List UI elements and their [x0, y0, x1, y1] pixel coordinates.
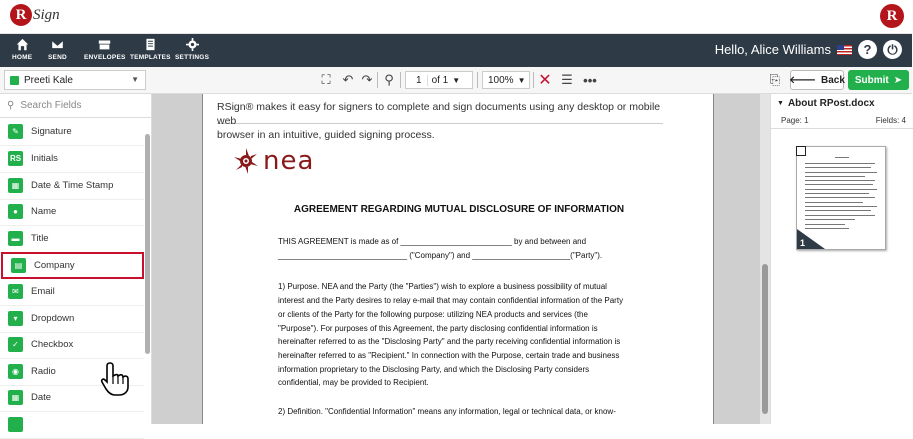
doc-text-line: hereinafter referred to as the "Disclosing Party" and the party receiving confidential information is: [278, 337, 621, 346]
thumb-line: [805, 180, 875, 181]
document-info-panel: [770, 94, 912, 424]
field-label: Email: [31, 286, 55, 298]
page-navigator[interactable]: [405, 71, 473, 89]
field-count-label: Fields: 4: [875, 116, 906, 125]
nav-home-label: HOME: [12, 54, 33, 61]
field-label: Dropdown: [31, 313, 75, 325]
field-label: Checkbox: [31, 339, 74, 351]
field-label: Date & Time Stamp: [31, 180, 114, 192]
field-label: Date: [31, 392, 52, 404]
envelope-box-icon: [98, 38, 111, 51]
briefcase-icon: ▬: [8, 231, 23, 246]
thumb-line: [805, 176, 865, 177]
back-label: Back: [820, 74, 845, 86]
back-button[interactable]: [790, 70, 844, 90]
gear-icon: [186, 38, 199, 51]
person-icon: ●: [8, 204, 23, 219]
document-name[interactable]: [777, 98, 875, 109]
document-scrollbar-track[interactable]: [760, 94, 770, 424]
signer-color-swatch: [10, 76, 19, 85]
thumb-line: [805, 210, 871, 211]
field-signature[interactable]: [0, 119, 144, 146]
info-banner: [217, 100, 663, 141]
logo-text: Sign: [33, 6, 60, 23]
delete-field-icon[interactable]: ✕: [538, 72, 552, 89]
banner-line: RSign® makes it easy for signers to complete and sign documents using any desktop or mobile web: [217, 101, 661, 127]
document-settings-icon[interactable]: ⎘: [769, 72, 781, 87]
checkbox-icon: ✓: [8, 337, 23, 352]
power-icon[interactable]: ⏻: [883, 40, 902, 59]
field-checkbox[interactable]: [0, 332, 144, 359]
undo-icon[interactable]: ↶: [342, 72, 354, 87]
thumb-line: [805, 189, 877, 190]
nea-logo: [231, 146, 314, 176]
thumbnail-checkbox[interactable]: [796, 146, 806, 156]
home-icon: [16, 38, 29, 51]
fields-scrollbar[interactable]: [145, 134, 150, 354]
thumb-line: [805, 163, 875, 164]
page-current[interactable]: 1: [411, 75, 428, 86]
thumb-line: [805, 193, 869, 194]
logo-letter: R: [10, 4, 32, 26]
arrow-left-icon: 🡐: [789, 75, 816, 86]
doc-text-line: interest and the Party desires to relay e-mail that may contain confidential information of the Party: [278, 296, 624, 305]
toolbar-divider: [477, 72, 478, 88]
submit-button[interactable]: [848, 70, 909, 90]
mail-icon: [51, 38, 64, 51]
nav-send[interactable]: [48, 38, 67, 61]
nav-settings[interactable]: [175, 38, 209, 61]
field-company[interactable]: [1, 252, 144, 279]
initials-icon: RS: [8, 151, 23, 166]
field-email[interactable]: [0, 279, 144, 306]
nav-home[interactable]: [12, 38, 32, 61]
language-flag-icon[interactable]: [837, 45, 852, 55]
thumb-line: [835, 157, 849, 158]
nav-envelopes-label: ENVELOPES: [84, 54, 126, 61]
rsign-logo[interactable]: [10, 4, 60, 26]
nav-settings-label: SETTINGS: [175, 54, 210, 61]
chevron-down-icon[interactable]: ▼: [452, 75, 461, 85]
toolbar-divider: [533, 72, 534, 88]
thumb-line: [805, 219, 855, 220]
field-label: Signature: [31, 126, 72, 138]
panel-divider: [771, 128, 913, 129]
doc-text-line: 1) Purpose. NEA and the Party (the "Parties") wish to explore a business possibility of mutual: [278, 282, 607, 291]
field-date-time-stamp[interactable]: [0, 173, 144, 200]
banner-line: browser in an intuitive, guided signing process.: [217, 129, 435, 141]
doc-text-line: information proprietary to the Disclosing Party, and which the Disclosing Party considers: [278, 365, 590, 374]
toolbar-divider: [400, 72, 401, 88]
doc-text-line: THIS AGREEMENT is made as of _________________________ by and between and: [278, 237, 587, 246]
toolbar-divider: [377, 72, 378, 88]
chevron-down-icon: ▼: [517, 75, 526, 85]
zoom-value: 100%: [488, 74, 514, 86]
nav-templates[interactable]: [130, 38, 171, 61]
submit-label: Submit: [854, 74, 889, 86]
more-options-icon[interactable]: •••: [583, 72, 597, 88]
align-icon[interactable]: ☰: [561, 72, 573, 87]
page-count-label: Page: 1: [781, 116, 809, 125]
doc-text-line: hereinafter referred to as "Recipient." In connection with the Purpose, certain trade and business: [278, 351, 620, 360]
search-input[interactable]: Search Fields: [20, 100, 82, 111]
templates-icon: [144, 38, 157, 51]
field-title[interactable]: [0, 226, 144, 253]
signature-icon: ✎: [8, 124, 23, 139]
doc-text-line: _____________________________ ("Company") and ______________________("Party").: [278, 251, 603, 260]
field-initials[interactable]: [0, 146, 144, 173]
field-label: Name: [31, 206, 57, 218]
nea-logo-icon: [231, 146, 261, 176]
thumbnail-page-number: 1: [800, 238, 806, 248]
signer-select[interactable]: [4, 70, 146, 90]
rpost-logo-icon[interactable]: R: [880, 4, 904, 28]
doc-text-line: or clients of the Party for the following purpose: utilizing NEA products and services (the: [278, 310, 588, 319]
signer-name: Preeti Kale: [24, 74, 73, 86]
doc-text-line: 2) Definition. "Confidential Information" means any information, legal or technical data, or know-: [278, 407, 616, 416]
field-name[interactable]: [0, 199, 144, 226]
editor-toolbar: [0, 67, 912, 94]
calendar-clock-icon: ▦: [8, 178, 23, 193]
field-label: Title: [31, 233, 49, 245]
thumb-line: [805, 224, 845, 225]
thumb-line: [805, 172, 877, 173]
thumb-line: [805, 215, 875, 216]
chevron-down-icon: ▼: [131, 75, 139, 84]
email-icon: ✉: [8, 284, 23, 299]
main-nav: [0, 34, 912, 67]
document-scrollbar-thumb[interactable]: [762, 264, 768, 414]
thumb-line: [805, 167, 871, 168]
nea-logo-text: nea: [263, 146, 315, 176]
building-icon: ▤: [11, 258, 26, 273]
search-fields[interactable]: [0, 94, 151, 118]
doc-text-line: "Purpose"). For purposes of this Agreement, the party disclosing confidential information is: [278, 324, 598, 333]
document-viewer[interactable]: [152, 94, 770, 424]
fields-panel: [0, 94, 152, 424]
doc-text-line: confidential, may be provided to Recipient.: [278, 378, 429, 387]
user-area: [715, 40, 902, 59]
field-next[interactable]: [0, 412, 144, 439]
thumb-line: [805, 202, 863, 203]
document-page[interactable]: [202, 94, 714, 424]
hierarchy-icon[interactable]: ⚲: [384, 72, 394, 87]
help-icon[interactable]: ?: [858, 40, 877, 59]
hand-pointer-icon: [100, 361, 132, 397]
fit-page-icon[interactable]: ⛶: [321, 72, 331, 87]
nav-templates-label: TEMPLATES: [130, 54, 171, 61]
field-label: Radio: [31, 366, 56, 378]
page-thumbnail[interactable]: [796, 146, 886, 250]
dropdown-icon: ▾: [8, 311, 23, 326]
thumb-line: [805, 197, 875, 198]
field-label: Company: [34, 259, 75, 271]
calendar-icon: ▦: [8, 390, 23, 405]
chevron-down-icon: ▼: [777, 100, 784, 107]
redo-icon[interactable]: ↷: [361, 72, 373, 87]
field-label: Initials: [31, 153, 58, 165]
field-icon: [8, 417, 23, 432]
thumb-line: [805, 184, 873, 185]
thumb-line: [805, 206, 877, 207]
brand-bar: [0, 0, 912, 34]
document-name-label: About RPost.docx: [787, 98, 875, 109]
page-of: of 1: [431, 74, 449, 86]
field-dropdown[interactable]: [0, 306, 144, 333]
nav-envelopes[interactable]: [84, 38, 126, 61]
radio-icon: ◉: [8, 364, 23, 379]
send-icon: ➤: [893, 74, 903, 86]
search-icon: ⚲: [7, 100, 15, 111]
zoom-select[interactable]: [482, 71, 530, 89]
user-greeting: Hello, Alice Williams: [714, 42, 831, 57]
document-title: AGREEMENT REGARDING MUTUAL DISCLOSURE OF INFORMATION: [293, 204, 625, 215]
nav-send-label: SEND: [48, 54, 67, 61]
